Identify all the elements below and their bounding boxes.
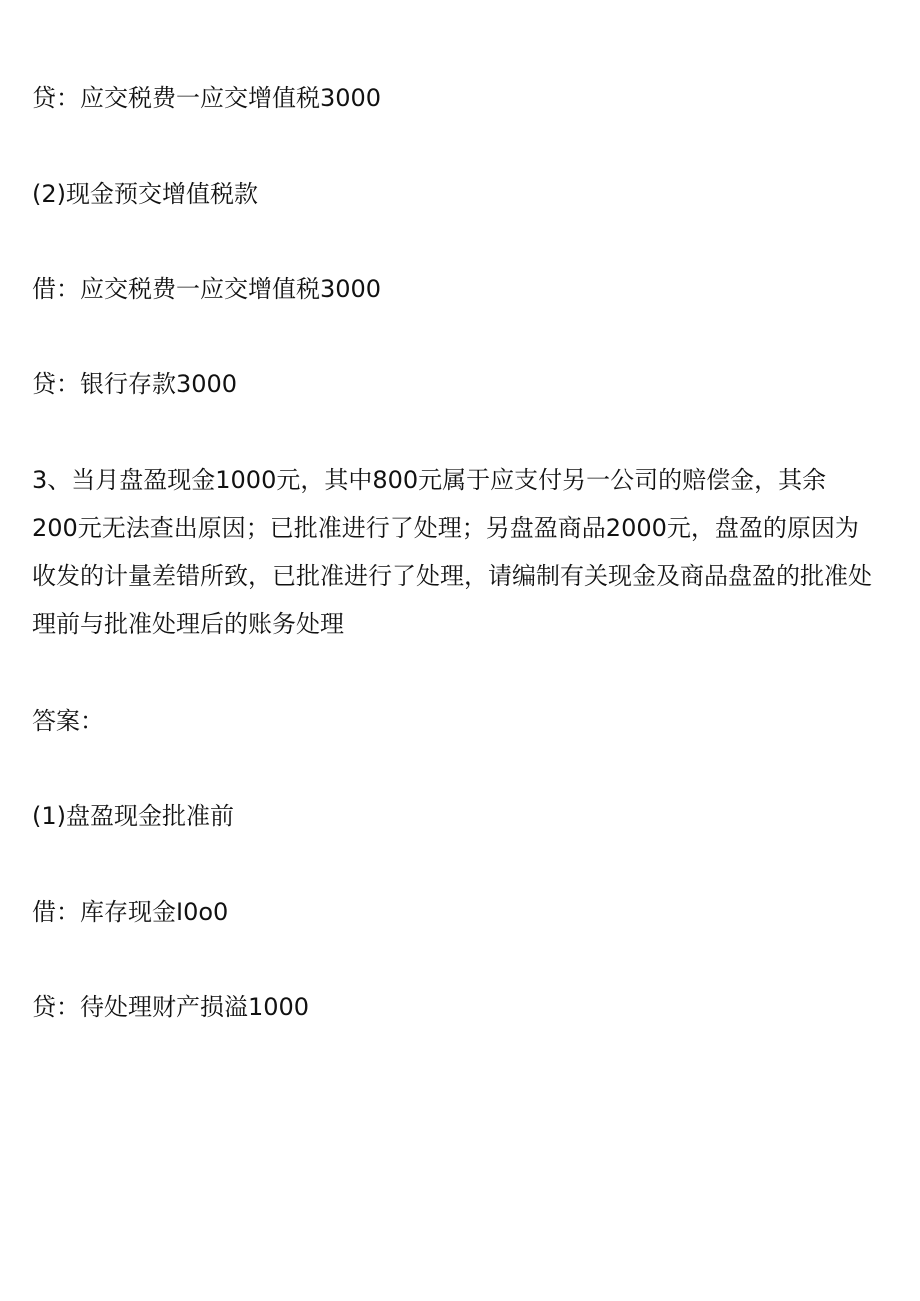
journal-line-credit-tax: 贷：应交税费一应交增值税3000	[32, 84, 382, 112]
question-paragraph	[32, 456, 900, 648]
journal-line-debit-cash: 借：库存现金I0o0	[32, 898, 229, 926]
journal-line-debit-tax: 借：应交税费一应交增值税3000	[32, 275, 382, 303]
section-heading-cash-surplus: (1)盘盈现金批准前	[32, 802, 234, 830]
question-line-4: 理前与批准处理后的账务处理	[32, 610, 344, 638]
journal-line-credit-pending: 贷：待处理财产损溢1000	[32, 993, 310, 1021]
answer-label: 答案：	[32, 707, 104, 735]
section-heading-prepay-vat: (2)现金预交增值税款	[32, 180, 258, 208]
question-line-2: 200元无法查出原因；已批准进行了处理；另盘盈商品2000元，盘盈的原因为	[32, 514, 859, 542]
question-line-3: 收发的计量差错所致，已批准进行了处理，请编制有关现金及商品盘盈的批准处	[32, 562, 872, 590]
journal-line-credit-bank: 贷：银行存款3000	[32, 370, 238, 398]
question-line-1: 3、当月盘盈现金1000元，其中800元属于应支付另一公司的赔偿金，其余	[32, 466, 827, 494]
